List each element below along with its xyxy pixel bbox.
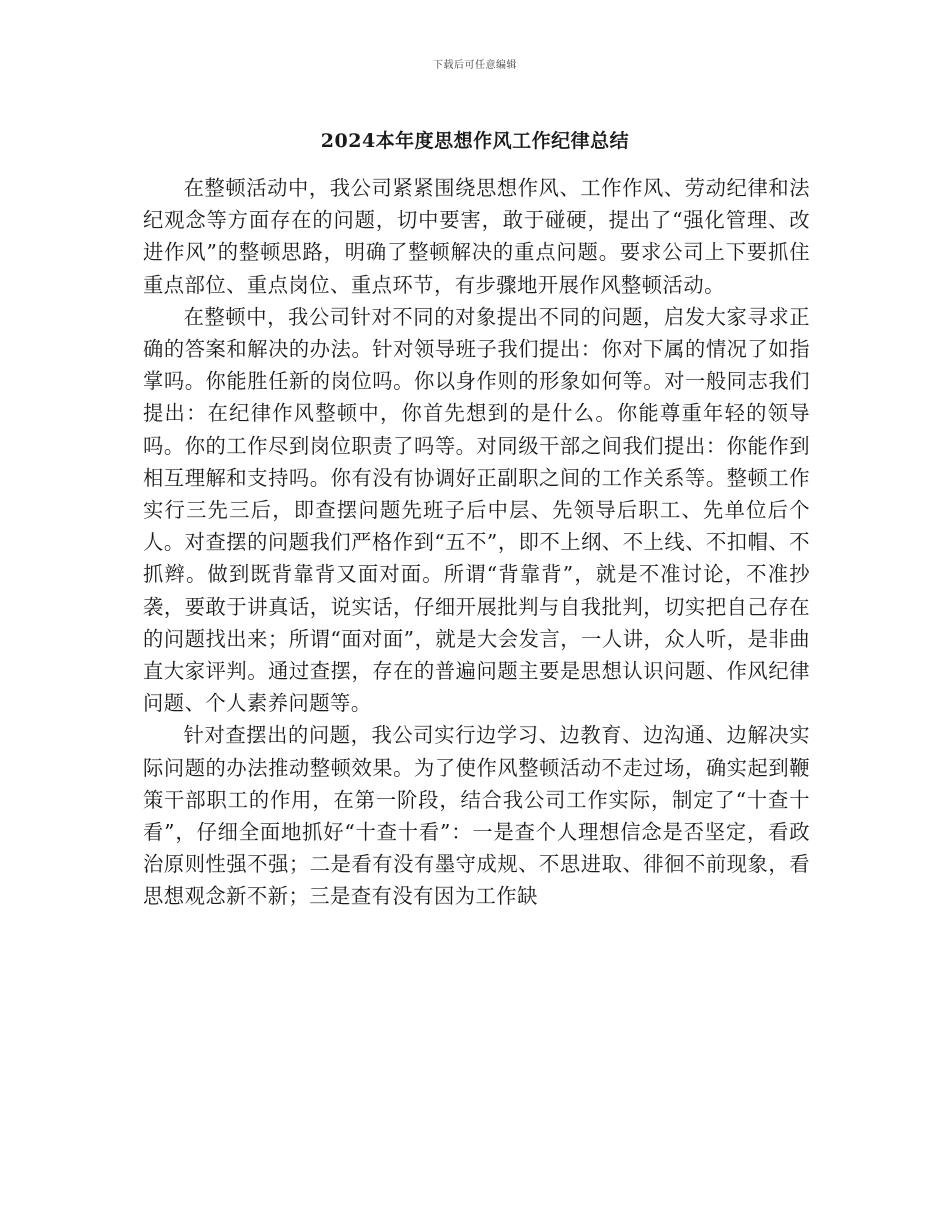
document-body — [143, 172, 810, 913]
page-header-note: 下载后可任意编辑 — [433, 60, 517, 71]
document-title: 2024本年度思想作风工作纪律总结 — [320, 130, 630, 152]
paragraph-1: 在整顿活动中，我公司紧紧围绕思想作风、工作作风、劳动纪律和法纪观念等方面存在的问题，切中要害，敢于碰硬，提出了“强化管理、改进作风”的整顿思路，明确了整顿解决的重点问题。要求公司上下要抓住重点部位、重点岗位、重点环节，有步骤地开展作风整顿活动。 — [143, 176, 810, 297]
paragraph-2: 在整顿中，我公司针对不同的对象提出不同的问题，启发大家寻求正确的答案和解决的办法。针对领导班子我们提出：你对下属的情况了如指掌吗。你能胜任新的岗位吗。你以身作则的形象如何等。对一般同志我们提出：在纪律作风整顿中，你首先想到的是什么。你能尊重年轻的领导吗。你的工作尽到岗位职责了吗等。对同级干部之间我们提出：你能作到相互理解和支持吗。你有没有协调好正副职之间的工作关系等。整顿工作实行三先三后，即查摆问题先班子后中层、先领导后职工、先单位后个人。对查摆的问题我们严格作到“五不”，即不上纲、不上线、不扣帽、不抓辫。做到既背靠背又面对面。所谓“背靠背”，就是不准讨论，不准抄袭，要敢于讲真话，说实话，仔细开展批判与自我批判，切实把自己存在的问题找出来；所谓“面对面”，就是大会发言，一人讲，众人听，是非曲直大家评判。通过查摆，存在的普遍问题主要是思想认识问题、作风纪律问题、个人素养问题等。 — [143, 304, 810, 716]
paragraph-3: 针对查摆出的问题，我公司实行边学习、边教育、边沟通、边解决实际问题的办法推动整顿效果。为了使作风整顿活动不走过场，确实起到鞭策干部职工的作用，在第一阶段，结合我公司工作实际，制定了“十查十看”，仔细全面地抓好“十查十看”：一是查个人理想信念是否坚定，看政治原则性强不强；二是看有没有墨守成规、不思进取、徘徊不前现象，看思想观念新不新；三是查有没有因为工作缺 — [143, 723, 810, 909]
